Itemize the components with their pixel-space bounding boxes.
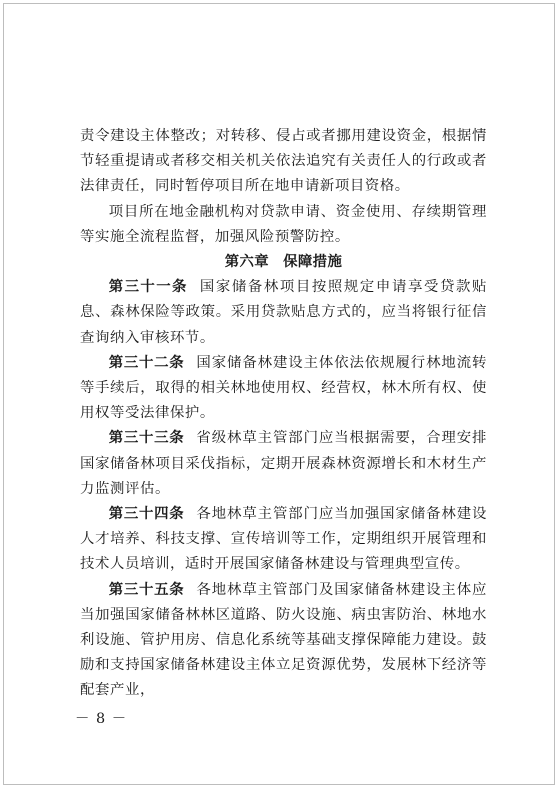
article-number: 第三十四条 (108, 506, 185, 523)
article-33 (80, 426, 487, 502)
article-34 (80, 502, 487, 578)
chapter-number: 第六章 (224, 254, 270, 271)
article-number: 第三十二条 (108, 354, 185, 371)
document-body (80, 124, 487, 704)
article-text: 国家储备林项目按照规定申请享受贷款贴息、森林保险等政策。采用贷款贴息方式的，应当将银行征信查询纳入审核环节。 (80, 279, 487, 346)
article-text: 省级林草主管部门应当根据需要，合理安排国家储备林项目采伐指标，定期开展森林资源增长和木材生产力监测评估。 (80, 430, 487, 497)
chapter-title: 保障措施 (283, 254, 343, 271)
article-35 (80, 578, 487, 704)
article-number: 第三十五条 (108, 581, 185, 598)
paragraph-finance-supervision: 项目所在地金融机构对贷款申请、资金使用、存续期管理等实施全流程监督，加强风险预警防控。 (80, 203, 487, 245)
article-text: 国家储备林建设主体依法依规履行林地流转等手续后，取得的相关林地使用权、经营权，林木所有权、使用权等受法律保护。 (80, 354, 487, 422)
article-number: 第三十三条 (108, 430, 185, 447)
article-text: 各地林草主管部门应当加强国家储备林建设人才培养、科技支撑、宣传培训等工作，定期组织开展管理和技术人员培训，适时开展国家储备林建设与管理典型宣传。 (80, 506, 487, 573)
chapter-heading (80, 250, 487, 275)
article-number: 第三十一条 (108, 279, 188, 296)
article-32 (80, 351, 487, 427)
article-text: 各地林草主管部门及国家储备林建设主体应当加强国家储备林林区道路、防火设施、病虫害防治、林地水利设施、管护用房、信息化系统等基础支撑保障能力建设。鼓励和支持国家储备林建设主体立足资源优势，发展林下经济等配套产业， (80, 581, 487, 699)
page-number: － 8 － (75, 711, 128, 727)
paragraph-continuation: 责令建设主体整改；对转移、侵占或者挪用建设资金，根据情节轻重提请或者移交相关机关依法追究有关责任人的行政或者法律责任，同时暂停项目所在地申请新项目资格。 (80, 128, 487, 195)
article-31 (80, 275, 487, 351)
